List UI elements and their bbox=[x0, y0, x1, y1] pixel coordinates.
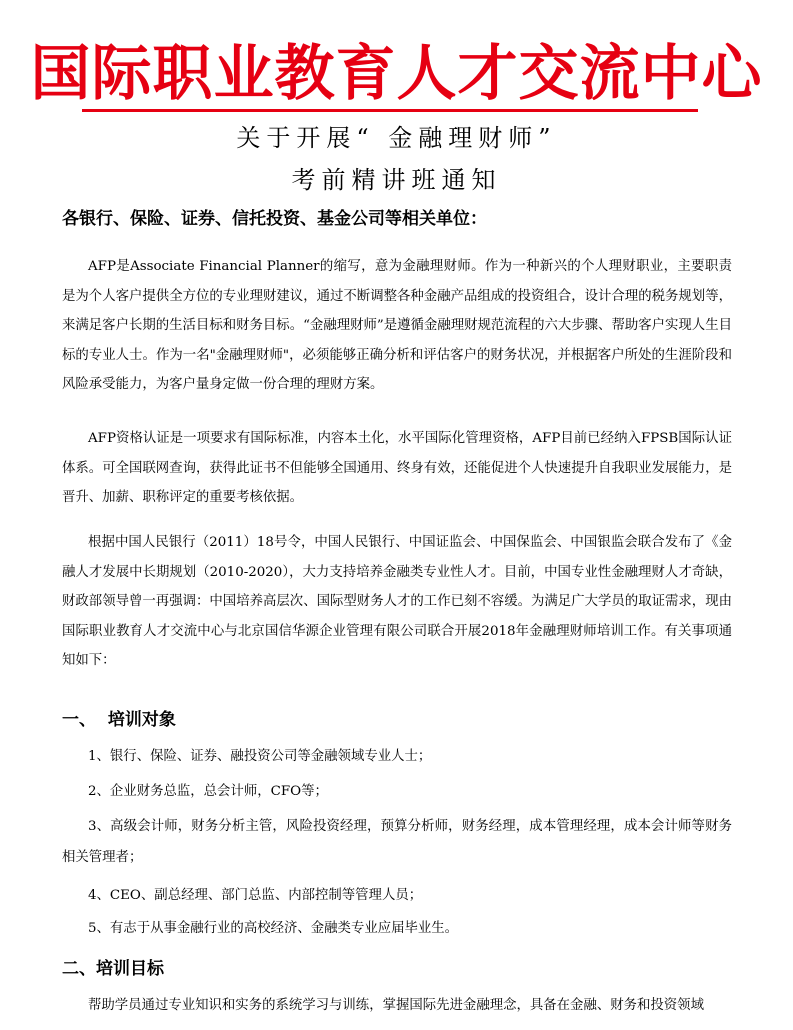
addressee: 各银行、保险、证券、信托投资、基金公司等相关单位： bbox=[62, 209, 487, 229]
paragraph-afp-intro: AFP是Associate Financial Planner的缩写，意为金融理财师。作为一种新兴的个人理财职业，主要职责是为个人客户提供全方位的专业理财建议，通过不断调整各种金融产品组成的投资组合，设计合理的税务规划等，来满足客户长期的生活目标和财务目标。“金融理财师”是遵循金融理财规范流程的六大步骤、帮助客户实现人生目标的专业人士。作为一名"金融理财师"，必须能够正确分析和评估客户的财务状况，并根据客户所处的生涯阶段和风险承受能力，为客户量身定做一份合理的理财方案。 bbox=[62, 259, 732, 392]
section-heading-training-goals: 二、培训目标 bbox=[62, 959, 164, 979]
section-heading-training-targets: 一、 培训对象 bbox=[62, 710, 176, 730]
list-item: 4、CEO、副总经理、部门总监、内部控制等管理人员； bbox=[88, 888, 423, 903]
list-item: 3、高级会计师，财务分析主管，风险投资经理，预算分析师，财务经理，成本管理经理，成本会计师等财务相关管理者； bbox=[62, 819, 732, 865]
list-item: 5、有志于从事金融行业的高校经济、金融类专业应届毕业生。 bbox=[88, 921, 459, 936]
notice-title-line2: 考前精讲班通知 bbox=[291, 166, 502, 194]
organization-title: 国际职业教育人才交流中心 bbox=[30, 39, 763, 109]
paragraph-background: 根据中国人民银行（2011）18号令，中国人民银行、中国证监会、中国保监会、中国银监会联合发布了《金融人才发展中长期规划（2010-2020），大力支持培养金融类专业性人才。目前，中国专业性金融理财人才奇缺，财政部领导曾一再强调：中国培养高层次、国际型财务人才的工作已刻不容缓。为满足广大学员的取证需求，现由国际职业教育人才交流中心与北京国信华源企业管理有限公司联合开展2018年金融理财师培训工作。有关事项通知如下： bbox=[62, 535, 732, 668]
list-item: 1、银行、保险、证券、融投资公司等金融领域专业人士； bbox=[88, 749, 432, 764]
title-underline bbox=[82, 109, 698, 112]
paragraph-afp-certification: AFP资格认证是一项要求有国际标准，内容本土化，水平国际化管理资格，AFP目前已经纳入FPSB国际认证体系。可全国联网查询，获得此证书不但能够全国通用、终身有效，还能促进个人快速提升自我职业发展能力，是晋升、加薪、职称评定的重要考核依据。 bbox=[62, 431, 732, 505]
paragraph-training-goals: 帮助学员通过专业知识和实务的系统学习与训练，掌握国际先进金融理念，具备在金融、财务和投资领域 bbox=[88, 998, 704, 1013]
notice-title-line1: 关于开展“ 金融理财师” bbox=[236, 124, 557, 152]
list-item: 2、企业财务总监，总会计师，CFO等； bbox=[88, 784, 328, 799]
